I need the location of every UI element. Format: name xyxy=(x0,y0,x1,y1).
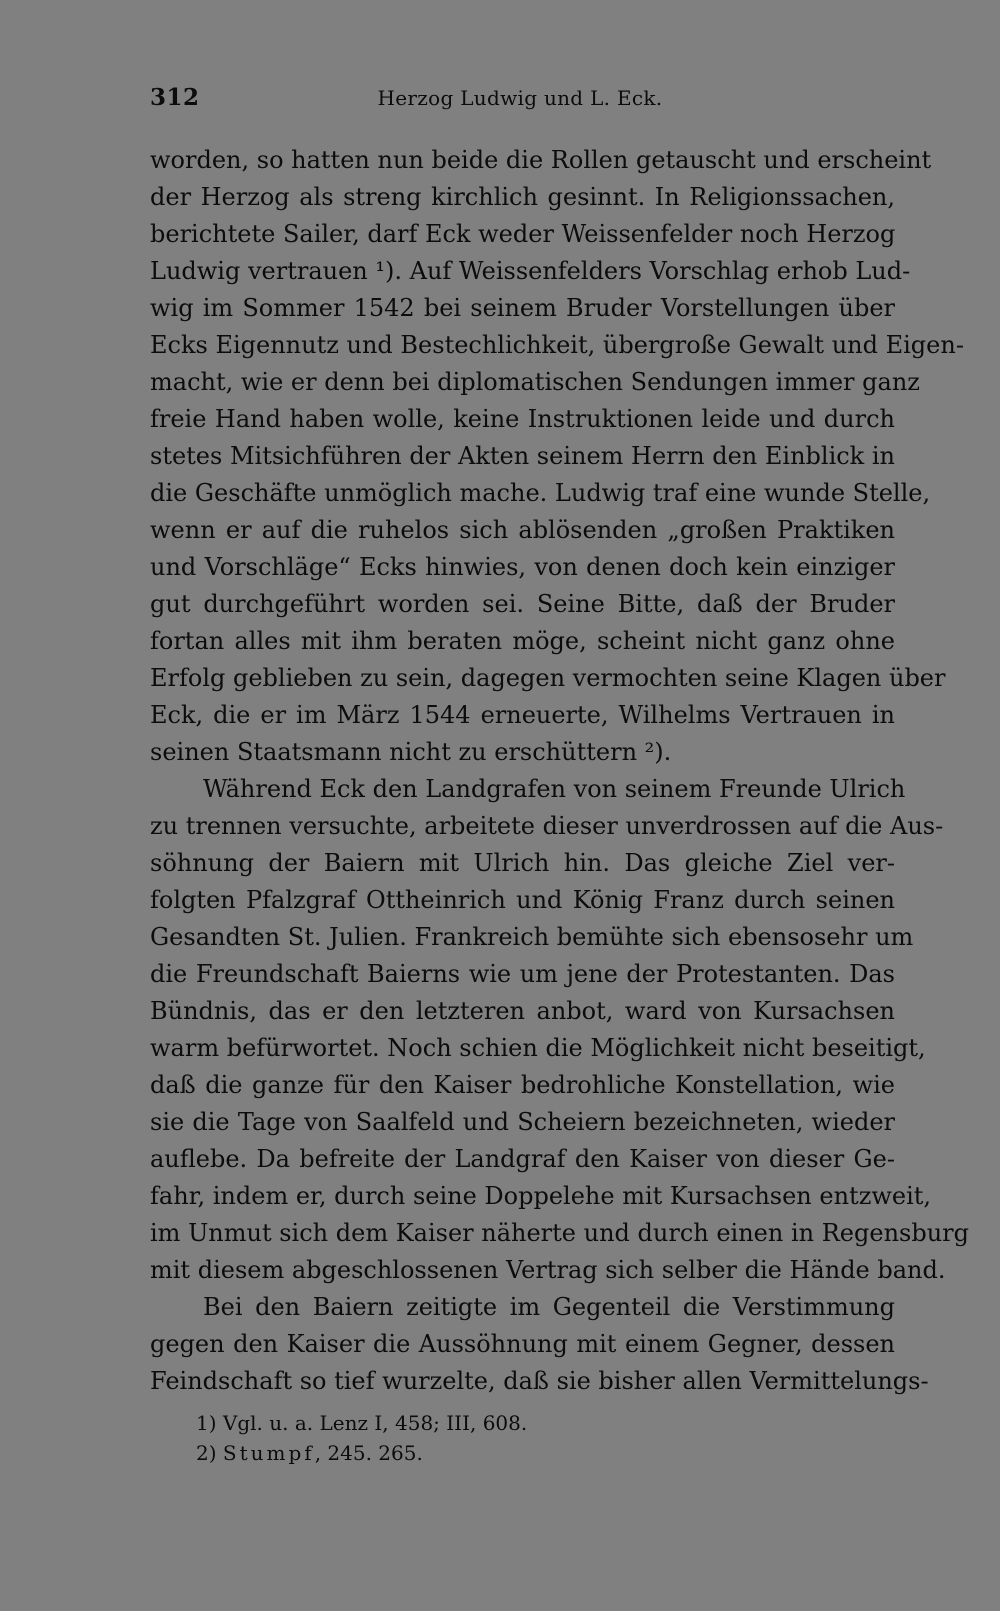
text-line: worden, so hatten nun beide die Rollen getauscht und erscheint xyxy=(150,146,932,174)
text-line: Ecks Eigennutz und Bestechlichkeit, übergroße Gewalt und Eigen- xyxy=(150,331,964,359)
text-line: fahr, indem er, durch seine Doppelehe mit Kursachsen entzweit, xyxy=(150,1182,932,1210)
text-line: Feindschaft so tief wurzelte, daß sie bisher allen Vermittelungs- xyxy=(150,1367,929,1395)
footnote-author: Vgl. u. a. Lenz xyxy=(222,1411,369,1435)
text-line: Bündnis, das er den letzteren anbot, ward von Kursachsen xyxy=(150,997,895,1025)
text-line: seinen Staatsmann nicht zu erschüttern ²). xyxy=(150,738,672,766)
text-line: söhnung der Baiern mit Ulrich hin. Das gleiche Ziel ver- xyxy=(150,849,895,877)
footnote-marker: 1) xyxy=(196,1411,223,1435)
paragraph xyxy=(150,771,969,1289)
text-line: freie Hand haben wolle, keine Instruktionen leide und durch xyxy=(150,405,895,433)
page-number: 312 xyxy=(150,84,200,111)
text-line: auflebe. Da befreite der Landgraf den Kaiser von dieser Ge- xyxy=(150,1145,895,1173)
text-line: Ludwig vertrauen ¹). Auf Weissenfelders Vorschlag erhob Lud- xyxy=(150,257,911,285)
footnote-marker: 2) xyxy=(196,1441,223,1465)
text-line: gegen den Kaiser die Aussöhnung mit einem Gegner, dessen xyxy=(150,1330,895,1358)
body-text xyxy=(150,142,969,1400)
page-header xyxy=(150,84,890,120)
text-line: der Herzog als streng kirchlich gesinnt. In Religionssachen, xyxy=(150,183,895,211)
footnote-author: Stumpf xyxy=(222,1441,315,1465)
text-line: Erfolg geblieben zu sein, dagegen vermochten seine Klagen über xyxy=(150,664,946,692)
text-line: die Geschäfte unmöglich mache. Ludwig traf eine wunde Stelle, xyxy=(150,479,931,507)
text-line: sie die Tage von Saalfeld und Scheiern bezeichneten, wieder xyxy=(150,1108,895,1136)
text-line: fortan alles mit ihm beraten möge, scheint nicht ganz ohne xyxy=(150,627,895,655)
text-line: daß die ganze für den Kaiser bedrohliche Konstellation, wie xyxy=(150,1071,895,1099)
running-head: Herzog Ludwig und L. Eck. xyxy=(377,86,663,110)
footnote xyxy=(196,1438,896,1468)
text-line: gut durchgeführt worden sei. Seine Bitte, daß der Bruder xyxy=(150,590,895,618)
text-line: berichtete Sailer, darf Eck weder Weissenfelder noch Herzog xyxy=(150,220,896,248)
text-line: mit diesem abgeschlossenen Vertrag sich selber die Hände band. xyxy=(150,1256,946,1284)
text-line: Eck, die er im März 1544 erneuerte, Wilhelms Vertrauen in xyxy=(150,701,895,729)
text-line: macht, wie er denn bei diplomatischen Sendungen immer ganz xyxy=(150,368,920,396)
text-line: zu trennen versuchte, arbeitete dieser unverdrossen auf die Aus- xyxy=(150,812,944,840)
text-line: wig im Sommer 1542 bei seinem Bruder Vorstellungen über xyxy=(150,294,895,322)
footnote xyxy=(196,1408,896,1438)
footnotes xyxy=(196,1408,896,1468)
text-line: und Vorschläge“ Ecks hinwies, von denen doch kein einziger xyxy=(150,553,895,581)
footnote-reference: , 245. 265. xyxy=(314,1441,423,1465)
text-line: Gesandten St. Julien. Frankreich bemühte sich ebensosehr um xyxy=(150,923,914,951)
text-line: wenn er auf die ruhelos sich ablösenden „großen Praktiken xyxy=(150,516,895,544)
text-line: Bei den Baiern zeitigte im Gegenteil die Verstimmung xyxy=(203,1293,895,1321)
paragraph xyxy=(150,1289,929,1400)
text-line: die Freundschaft Baierns wie um jene der Protestanten. Das xyxy=(150,960,895,988)
footnote-reference: I, 458; III, 608. xyxy=(368,1411,528,1435)
paragraph xyxy=(150,142,964,771)
text-line: warm befürwortet. Noch schien die Möglichkeit nicht beseitigt, xyxy=(150,1034,926,1062)
text-line: stetes Mitsichführen der Akten seinem Herrn den Einblick in xyxy=(150,442,895,470)
text-line: folgten Pfalzgraf Ottheinrich und König Franz durch seinen xyxy=(150,886,895,914)
text-line: Während Eck den Landgrafen von seinem Freunde Ulrich xyxy=(203,775,906,803)
text-line: im Unmut sich dem Kaiser näherte und durch einen in Regensburg xyxy=(150,1219,969,1247)
